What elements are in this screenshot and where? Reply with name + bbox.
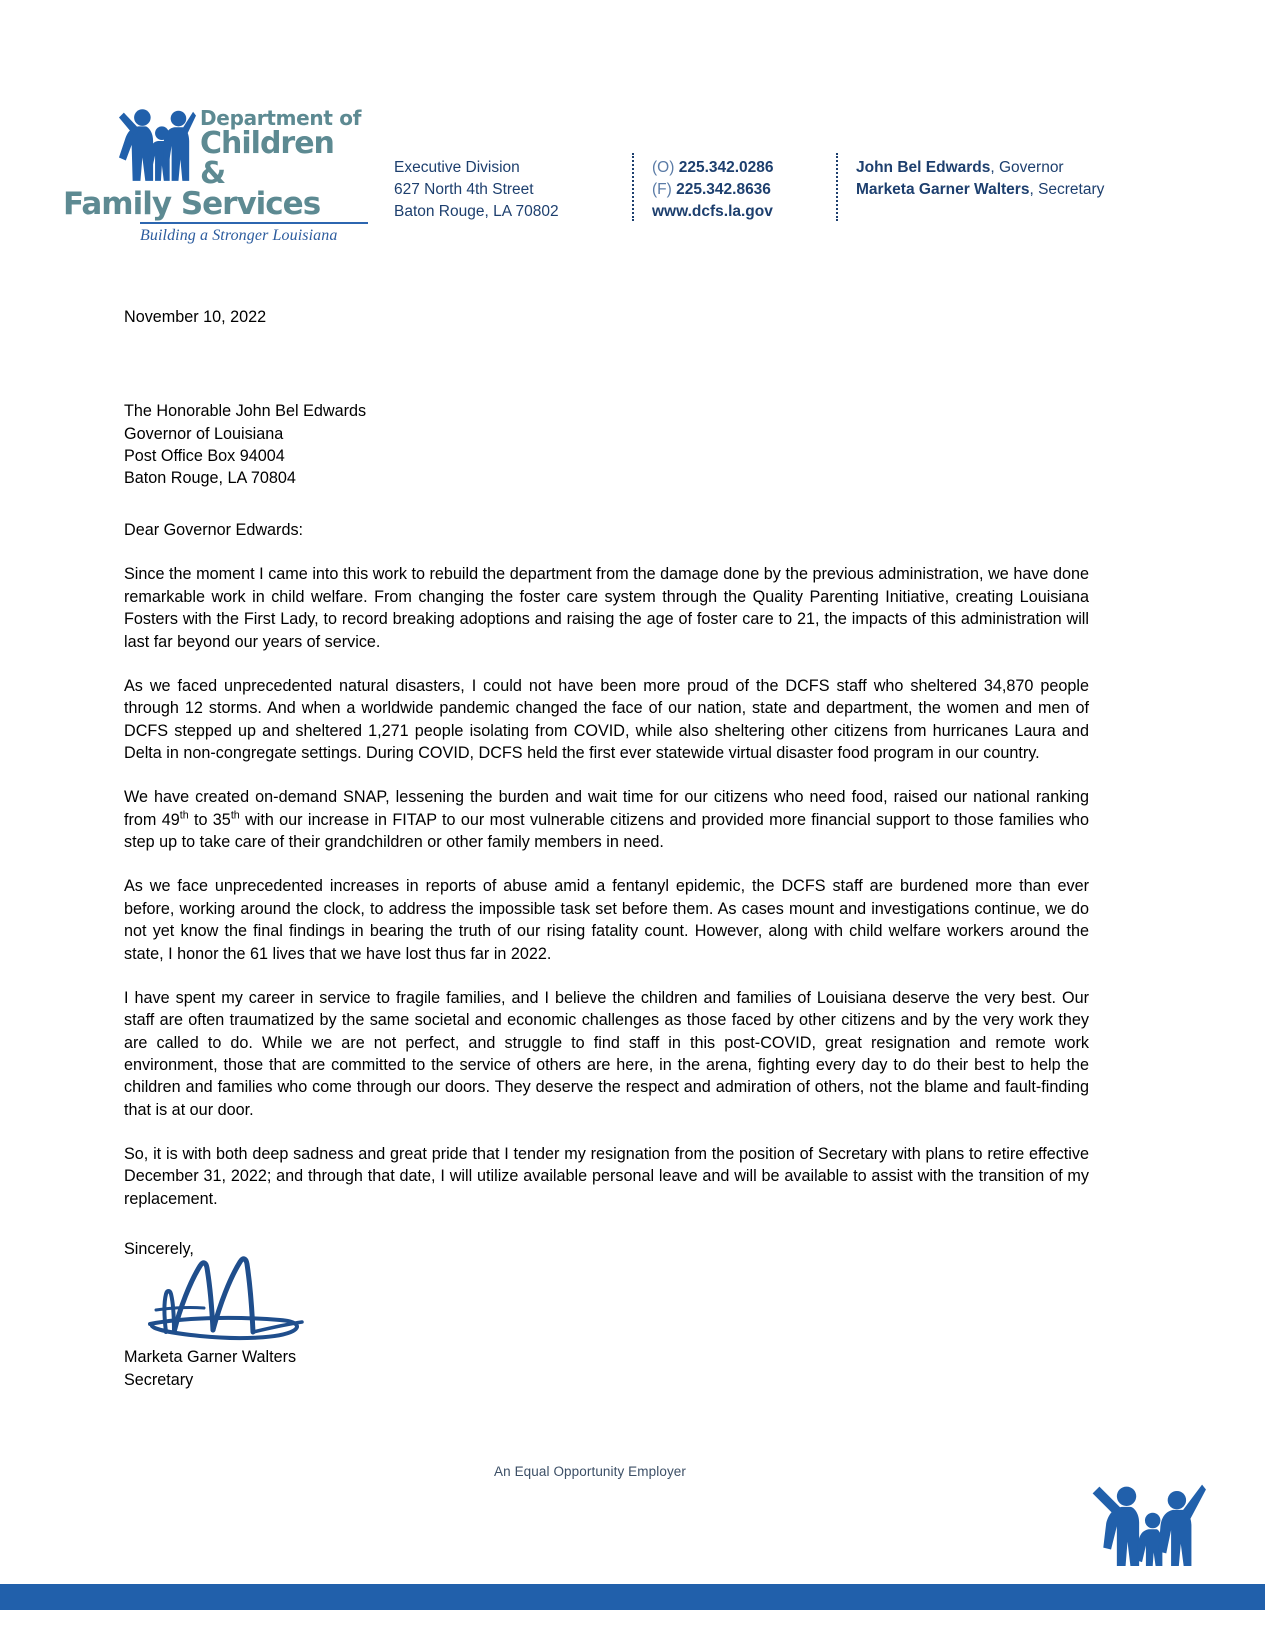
signer-name: Marketa Garner Walters	[124, 1348, 297, 1367]
secretary-name: Marketa Garner Walters	[856, 181, 1030, 198]
fax-label: (F)	[652, 181, 672, 198]
paragraph-1: Since the moment I came into this work to rebuild the department from the damage done by the previous administration, we have done remarkable work in child welfare. From changing the foster care system through the Quality Parenting Initiative, creating Louisiana Fosters with the First Lady, to record breaking adoptions and raising the age of foster care to 21, the impacts of this administration will last far beyond our years of service.	[124, 565, 1089, 651]
paragraph-4: As we face unprecedented increases in reports of abuse amid a fentanyl epidemic, the DCFS staff are burdened more than ever before, working around the clock, to address the impossible task set before them. As cases mount and investigations continue, we do not yet know the final findings in bearing the truth of our rising fatality count. However, along with child welfare workers around the state, I honor the 61 lives that we have lost thus far in 2022.	[124, 877, 1089, 963]
fax-number: 225.342.8636	[676, 181, 771, 198]
recipient-line-4: Baton Rouge, LA 70804	[124, 468, 296, 487]
paragraph-3	[124, 786, 1089, 853]
footer-accent-bar	[0, 1584, 1265, 1610]
governor-title: , Governor	[990, 159, 1064, 176]
recipient-line-3: Post Office Box 94004	[124, 446, 285, 465]
office-phone-row	[652, 157, 830, 179]
handwritten-signature-icon	[130, 1236, 360, 1356]
office-phone-label: (O)	[652, 159, 675, 176]
letterhead-address	[368, 95, 626, 223]
letterhead-officials	[830, 95, 1156, 201]
address-line-2: 627 North 4th Street	[394, 181, 534, 198]
closing-salutation: Sincerely,	[124, 1240, 194, 1259]
letterhead	[63, 95, 1128, 245]
ordinal-suffix-35th: th	[230, 809, 240, 822]
paragraph-3-part-3: with our increase in FITAP to our most vulnerable citizens and provided more financial support to those families who step up to take care of their grandchildren or other family members in need.	[124, 810, 1089, 852]
letter-body	[124, 306, 1089, 1391]
official-secretary	[856, 179, 1156, 201]
address-line-1: Executive Division	[394, 159, 520, 176]
paragraph-6: So, it is with both deep sadness and great pride that I tender my resignation from the position of Secretary with plans to retire effective December 31, 2022; and through that date, I will utilize available personal leave and will be available to assist with the transition of my replacement.	[124, 1145, 1089, 1208]
website-link[interactable]: www.dcfs.la.gov	[652, 203, 773, 220]
equal-opportunity-note: An Equal Opportunity Employer	[494, 1464, 686, 1479]
governor-name: John Bel Edwards	[856, 159, 991, 176]
paragraph-2: As we faced unprecedented natural disasters, I could not have been more proud of the DCFS staff who sheltered 34,870 people through 12 storms. And when a worldwide pandemic changed the face of our nation, state and department, the women and men of DCFS stepped up and sheltered 1,271 people isolating from COVID, while also sheltering other citizens from hurricanes Laura and Delta in non-congregate settings. During COVID, DCFS held the first ever statewide virtual disaster food program in our country.	[124, 676, 1089, 762]
recipient-line-2: Governor of Louisiana	[124, 424, 284, 443]
salutation: Dear Governor Edwards:	[124, 521, 304, 540]
family-figures-logo-icon	[118, 97, 196, 186]
address-line-3: Baton Rouge, LA 70802	[394, 203, 559, 220]
dcfs-logo	[63, 95, 368, 245]
logo-line-2: Children &	[200, 126, 334, 191]
letter-date: November 10, 2022	[124, 308, 267, 326]
letterhead-contact	[626, 95, 830, 223]
signer-title: Secretary	[124, 1370, 194, 1389]
footer-family-figures-logo-icon	[1079, 1474, 1207, 1566]
fax-row	[652, 179, 830, 201]
paragraph-3-part-2: to 35	[188, 810, 231, 829]
logo-line-3: Family Services	[63, 186, 321, 222]
recipient-line-1: The Honorable John Bel Edwards	[124, 402, 367, 421]
footer-bar-gap	[0, 1610, 1265, 1616]
signature-area	[124, 1254, 1089, 1346]
paragraph-5: I have spent my career in service to fragile families, and I believe the children and families of Louisiana deserve the very best. Our staff are often traumatized by the same societal and economic challenges as those faced by other citizens and by the very work they are called to do. While we are not perfect, and struggle to find staff in this post-COVID, great resignation and remote work environment, those that are committed to the service of others are here, in the arena, fighting every day to do their best to help the children and families who come through our doors. They deserve the respect and admiration of others, not the blame and fault-finding that is at our door.	[124, 988, 1089, 1119]
ordinal-suffix-49th: th	[179, 809, 189, 822]
logo-line-1: Department of	[200, 106, 362, 131]
secretary-title: , Secretary	[1029, 181, 1105, 198]
logo-divider-rule	[140, 222, 368, 224]
official-governor	[856, 157, 1156, 179]
recipient-address	[124, 400, 1089, 489]
office-phone-number: 225.342.0286	[678, 159, 774, 176]
logo-tagline: Building a Stronger Louisiana	[140, 227, 338, 244]
paragraph-3-part-1: We have created on-demand SNAP, lessening the burden and wait time for our citizens who need food, raised our national ranking from 49	[124, 788, 1089, 829]
